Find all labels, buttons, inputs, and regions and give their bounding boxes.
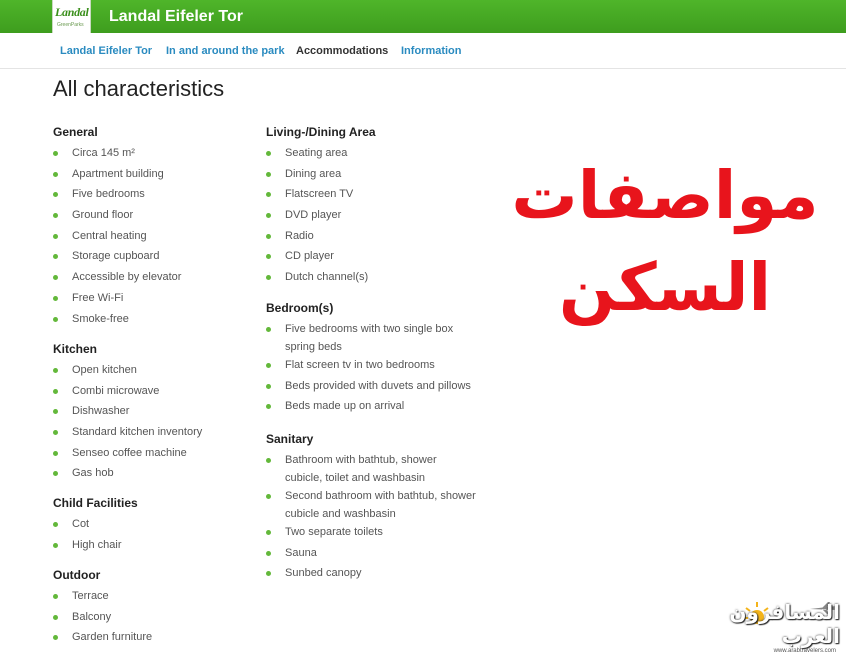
list-item: [266, 268, 476, 289]
feature-list: [266, 451, 476, 585]
list-item: [266, 144, 476, 165]
section-title: Child Facilities: [53, 496, 138, 510]
list-item: [53, 402, 253, 423]
list-item: [53, 382, 253, 403]
green-dot-icon: [266, 494, 271, 499]
list-item-text: Combi microwave: [72, 384, 160, 397]
green-dot-icon: [53, 451, 58, 456]
green-dot-icon: [266, 172, 271, 177]
green-dot-icon: [53, 635, 58, 640]
site-title[interactable]: Landal Eifeler Tor: [109, 8, 243, 25]
list-item: [266, 397, 476, 418]
section-kitchen: [53, 341, 253, 485]
green-dot-icon: [53, 522, 58, 527]
section-title: Outdoor: [53, 568, 101, 582]
section-child-facilities: [53, 495, 253, 556]
list-item: [53, 464, 253, 485]
section-outdoor: [53, 567, 253, 649]
green-dot-icon: [266, 275, 271, 280]
green-dot-icon: [53, 368, 58, 373]
list-item-text: High chair: [72, 538, 122, 551]
list-item: [53, 310, 253, 331]
section-title: Kitchen: [53, 342, 98, 356]
list-item: [53, 227, 253, 248]
list-item: [53, 247, 253, 268]
list-item-text: Dutch channel(s): [285, 271, 369, 284]
list-item-text: DVD player: [285, 209, 342, 222]
feature-list: [53, 144, 253, 330]
list-item: [266, 377, 476, 398]
feature-list: [53, 361, 253, 485]
nav-link-accommodations[interactable]: Accommodations: [296, 45, 389, 57]
list-item: [266, 564, 476, 585]
list-item-text: Cot: [72, 518, 90, 530]
green-dot-icon: [266, 213, 271, 218]
list-item-text: Flat screen tv in two bedrooms: [285, 359, 435, 371]
logo-subtitle: GreenParks: [57, 22, 84, 28]
list-item: [53, 515, 253, 536]
list-item: [266, 544, 476, 565]
list-item-text: Central heating: [72, 229, 147, 242]
green-dot-icon: [266, 571, 271, 576]
green-dot-icon: [266, 363, 271, 368]
green-dot-icon: [53, 151, 58, 156]
list-item-text: CD player: [285, 250, 334, 263]
list-item: [53, 587, 253, 608]
green-dot-icon: [53, 192, 58, 197]
list-item-text: Dining area: [285, 167, 342, 180]
section-sanitary: [266, 431, 476, 585]
list-item: [266, 356, 476, 377]
list-item-text: Free Wi-Fi: [72, 291, 124, 304]
list-item-text: Terrace: [72, 590, 109, 602]
green-dot-icon: [266, 458, 271, 463]
list-item-text: Senseo coffee machine: [72, 446, 187, 459]
arabic-overlay-caption: [500, 150, 830, 334]
list-item: [53, 165, 253, 186]
green-dot-icon: [53, 543, 58, 548]
list-item-text: Gas hob: [72, 467, 114, 480]
top-header-bar: [0, 0, 846, 33]
green-dot-icon: [53, 234, 58, 239]
list-item-text: Standard kitchen inventory: [72, 426, 203, 439]
list-item: [266, 185, 476, 206]
section-title: Living-/Dining Area: [266, 125, 376, 139]
nav-link-around-park[interactable]: In and around the park: [166, 45, 285, 57]
list-item-text: Beds provided with duvets and pillows: [285, 379, 471, 392]
list-item: [53, 444, 253, 465]
green-dot-icon: [53, 317, 58, 322]
section-title: Sanitary: [266, 432, 314, 446]
overlay-line-1: مواصفات: [511, 157, 819, 234]
nav-link-park-home[interactable]: Landal Eifeler Tor: [60, 45, 153, 57]
list-item: [53, 185, 253, 206]
list-item-text: Beds made up on arrival: [285, 400, 405, 413]
list-item-text: Open kitchen: [72, 364, 137, 376]
list-item-text: Five bedrooms with two single box spring beds: [285, 323, 454, 353]
section-title: General: [53, 125, 98, 139]
list-item: [266, 206, 476, 227]
green-dot-icon: [53, 172, 58, 177]
list-item-text: Dishwasher: [72, 405, 130, 418]
green-dot-icon: [266, 254, 271, 259]
list-item: [53, 536, 253, 557]
list-item-text: Bathroom with bathtub, shower cubicle, toilet and washbasin: [285, 454, 437, 484]
green-dot-icon: [53, 615, 58, 620]
feature-list: [53, 515, 253, 556]
list-item: [266, 487, 476, 523]
green-dot-icon: [266, 530, 271, 535]
list-item: [53, 206, 253, 227]
green-dot-icon: [266, 192, 271, 197]
list-item: [53, 268, 253, 289]
watermark-logo: [729, 598, 844, 654]
landal-logo-icon[interactable]: [52, 0, 91, 36]
green-dot-icon: [266, 234, 271, 239]
list-item-text: Accessible by elevator: [72, 271, 182, 284]
list-item-text: Flatscreen TV: [285, 188, 354, 201]
list-item: [266, 451, 476, 487]
list-item: [53, 361, 253, 382]
list-item-text: Apartment building: [72, 167, 164, 180]
list-item: [53, 628, 253, 649]
list-item: [53, 608, 253, 629]
green-dot-icon: [53, 430, 58, 435]
overlay-line-2: السكن: [558, 249, 772, 326]
green-dot-icon: [53, 471, 58, 476]
green-dot-icon: [53, 389, 58, 394]
page-title: All characteristics: [53, 76, 225, 101]
list-item-text: Two separate toilets: [285, 526, 383, 538]
green-dot-icon: [53, 409, 58, 414]
list-item-text: Smoke-free: [72, 312, 129, 325]
watermark-text: المسافرون العرب: [729, 600, 840, 648]
section-general: [53, 124, 253, 330]
green-dot-icon: [53, 296, 58, 301]
list-item-text: Radio: [285, 229, 314, 242]
feature-list: [53, 587, 253, 649]
list-item: [266, 227, 476, 248]
section-living-dining: [266, 124, 476, 289]
green-dot-icon: [266, 404, 271, 409]
list-item: [266, 247, 476, 268]
section-bedrooms: [266, 300, 476, 418]
green-dot-icon: [53, 213, 58, 218]
green-dot-icon: [266, 327, 271, 332]
green-dot-icon: [53, 254, 58, 259]
watermark-url: www.arabtravelers.com: [773, 648, 836, 654]
list-item: [266, 165, 476, 186]
sub-navigation: [0, 33, 846, 69]
list-item-text: Five bedrooms: [72, 188, 145, 201]
green-dot-icon: [266, 384, 271, 389]
green-dot-icon: [53, 594, 58, 599]
list-item-text: Sauna: [285, 546, 317, 559]
list-item-text: Second bathroom with bathtub, shower cubicle and washbasin: [285, 490, 476, 520]
list-item-text: Seating area: [285, 147, 348, 159]
list-item: [53, 289, 253, 310]
green-dot-icon: [266, 151, 271, 156]
green-dot-icon: [266, 551, 271, 556]
list-item-text: Storage cupboard: [72, 250, 160, 263]
feature-list: [266, 320, 476, 418]
logo-wordmark: Landal: [55, 5, 89, 19]
list-item-text: Sunbed canopy: [285, 567, 362, 580]
list-item: [53, 144, 253, 165]
nav-link-information[interactable]: Information: [401, 45, 462, 57]
list-item: [53, 423, 253, 444]
list-item-text: Ground floor: [72, 209, 134, 222]
feature-list: [266, 144, 476, 289]
green-dot-icon: [53, 275, 58, 280]
list-item-text: Garden furniture: [72, 631, 153, 644]
list-item-text: Circa 145 m²: [72, 147, 135, 159]
list-item-text: Balcony: [72, 610, 112, 623]
list-item: [266, 320, 476, 356]
section-title: Bedroom(s): [266, 301, 334, 315]
list-item: [266, 523, 476, 544]
